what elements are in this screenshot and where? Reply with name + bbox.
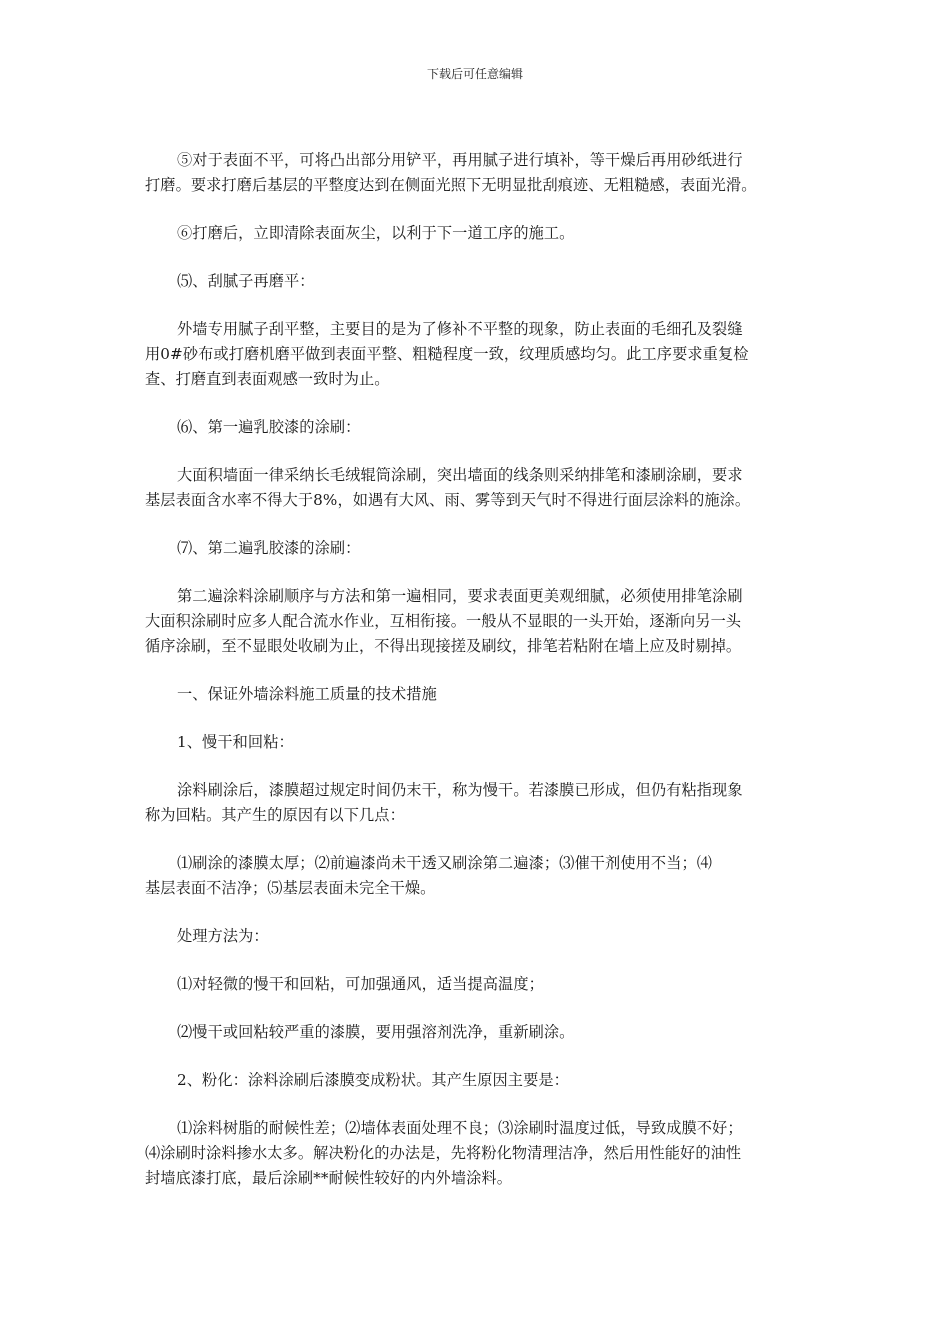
- section-heading: [145, 1068, 813, 1093]
- text-line: 查、打磨直到表面观感一致时为止。: [145, 370, 390, 388]
- document-body: [145, 148, 813, 1214]
- paragraph: [145, 317, 813, 392]
- paragraph: [145, 851, 813, 901]
- paragraph: [145, 1116, 813, 1191]
- paragraph: [145, 148, 813, 198]
- text-line: 封墙底漆打底，最后涂刷**耐候性较好的内外墙涂料。: [145, 1169, 512, 1187]
- text-line: ⑤对于表面不平，可将凸出部分用铲平，再用腻子进行填补，等干燥后再用砂纸进行: [177, 151, 743, 169]
- text-line: 第二遍涂料涂刷顺序与方法和第一遍相同，要求表面更美观细腻，必须使用排笔涂刷: [177, 587, 743, 605]
- text-line: ⑴涂料树脂的耐候性差；⑵墙体表面处理不良；⑶涂刷时温度过低，导致成膜不好；: [177, 1119, 743, 1137]
- text-line: 打磨。要求打磨后基层的平整度达到在侧面光照下无明显批刮痕迹、无粗糙感，表面光滑。: [145, 176, 757, 194]
- text-line: 基层表面含水率不得大于8%，如遇有大风、雨、雾等到天气时不得进行面层涂料的施涂。: [145, 491, 751, 509]
- text-line: 涂料刷涂后，漆膜超过规定时间仍末干，称为慢干。若漆膜已形成，但仍有粘指现象: [177, 781, 743, 799]
- text-line: 基层表面不洁净；⑸基层表面未完全干燥。: [145, 879, 436, 897]
- text-line: ⑺、第二遍乳胶漆的涂刷：: [177, 539, 361, 557]
- text-line: 一、保证外墙涂料施工质量的技术措施: [177, 685, 437, 703]
- text-line: 1、慢干和回粘：: [177, 733, 294, 751]
- text-line: ⑹、第一遍乳胶漆的涂刷：: [177, 418, 361, 436]
- section-heading: [145, 415, 813, 440]
- paragraph: [145, 463, 813, 513]
- text-line: 循序涂刷，至不显眼处收刷为止，不得出现接搓及刷纹，排笔若粘附在墙上应及时剔掉。: [145, 637, 742, 655]
- text-line: 处理方法为：: [177, 927, 269, 945]
- paragraph: [145, 972, 813, 997]
- page-header: 下载后可任意编辑: [426, 67, 523, 81]
- section-heading: [145, 682, 813, 707]
- section-heading: [145, 730, 813, 755]
- text-line: ⑴刷涂的漆膜太厚；⑵前遍漆尚未干透又刷涂第二遍漆；⑶催干剂使用不当；⑷: [177, 854, 713, 872]
- text-line: 大面积墙面一律采纳长毛绒辊筒涂刷，突出墙面的线条则采纳排笔和漆刷涂刷，要求: [177, 466, 743, 484]
- paragraph: [145, 584, 813, 659]
- text-line: 外墙专用腻子刮平整，主要目的是为了修补不平整的现象，防止表面的毛细孔及裂缝: [177, 320, 743, 338]
- text-line: ⑵慢干或回粘较严重的漆膜，要用强溶剂洗净，重新刷涂。: [177, 1023, 575, 1041]
- text-line: 大面积涂刷时应多人配合流水作业，互相衔接。一般从不显眼的一头开始，逐渐向另一头: [145, 612, 742, 630]
- text-line: ⑷涂刷时涂料掺水太多。解决粉化的办法是，先将粉化物清理洁净，然后用性能好的油性: [145, 1144, 742, 1162]
- text-line: ⑥打磨后，立即清除表面灰尘，以利于下一道工序的施工。: [177, 224, 575, 242]
- paragraph: [145, 1020, 813, 1045]
- paragraph: [145, 221, 813, 246]
- text-line: 用0#砂布或打磨机磨平做到表面平整、粗糙程度一致，纹理质感均匀。此工序要求重复检: [145, 345, 749, 363]
- paragraph: [145, 778, 813, 828]
- text-line: 2、粉化：涂料涂刷后漆膜变成粉状。其产生原因主要是：: [177, 1071, 569, 1089]
- text-line: ⑴对轻微的慢干和回粘，可加强通风，适当提高温度；: [177, 975, 544, 993]
- paragraph: [145, 924, 813, 949]
- text-line: 称为回粘。其产生的原因有以下几点：: [145, 806, 405, 824]
- section-heading: [145, 269, 813, 294]
- section-heading: [145, 536, 813, 561]
- text-line: ⑸、刮腻子再磨平：: [177, 272, 315, 290]
